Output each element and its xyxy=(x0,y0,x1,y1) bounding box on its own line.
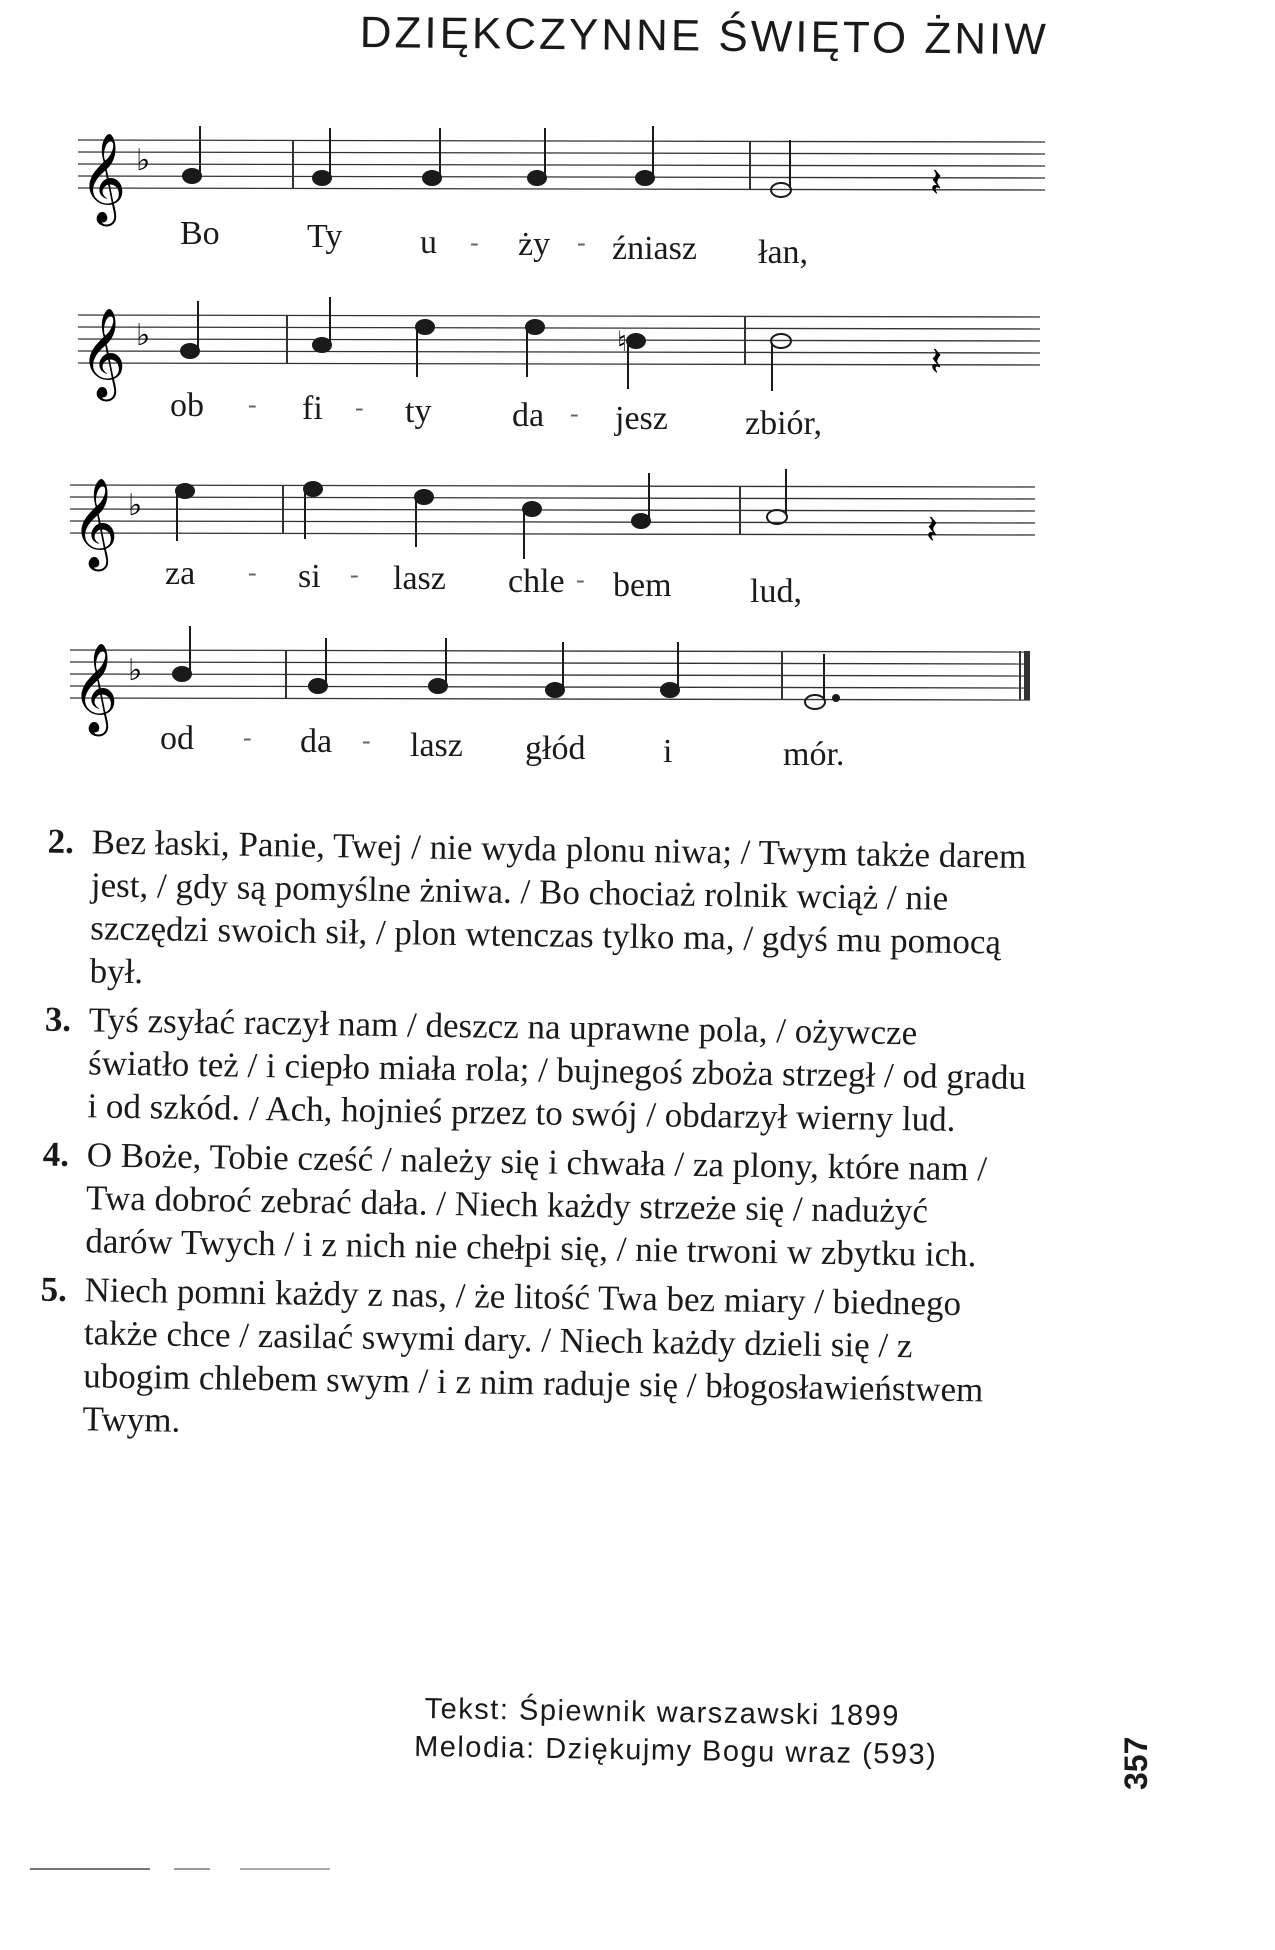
text-credit: Tekst: Śpiewnik warszawski 1899 xyxy=(424,1692,901,1733)
treble-clef-icon: 𝄞 xyxy=(72,478,119,568)
lyric-syllable: źniasz xyxy=(612,230,697,267)
verse-text: Tyś zsyłać raczył nam / deszcz na uprawne pola, / ożywcze światło też / i ciepło miała rola; / bujnegoś zboża strzegł / od gradu i od szkód. / Ach, hojnieś przez to swój / obdarzył wierny lud. xyxy=(87,1000,1027,1139)
lyric-syllable: łan, xyxy=(758,234,809,271)
note xyxy=(173,667,191,681)
staff-2 xyxy=(0,275,1275,398)
note xyxy=(183,169,201,183)
footer-rule xyxy=(30,1868,330,1870)
lyric-syllable: bem xyxy=(613,567,672,604)
note xyxy=(546,683,564,697)
note xyxy=(528,171,546,185)
lyric-syllable: od xyxy=(160,720,194,757)
lyric-syllable: chle xyxy=(508,563,565,600)
lyric-syllable: u xyxy=(420,224,437,261)
verse-5 xyxy=(40,1268,1023,1455)
lyric-syllable: lasz xyxy=(410,727,463,764)
treble-clef-icon: 𝄞 xyxy=(72,643,119,733)
lyric-syllable: zbiór, xyxy=(745,405,822,442)
verse-4 xyxy=(42,1133,1025,1277)
note xyxy=(415,490,433,504)
treble-clef-icon: 𝄞 xyxy=(80,308,127,398)
note xyxy=(423,171,441,185)
note xyxy=(429,679,447,693)
note xyxy=(313,171,331,185)
svg-text:♭: ♭ xyxy=(136,143,151,178)
page-number: 357 xyxy=(1118,1736,1154,1790)
verse-text: Niech pomni każdy z nas, / że litość Twa bez miary / biednego także chce / zasilać swymi dary. / Niech każdy dzieli się / z ubogim chlebem swym / i z nim raduje się / błogosławieństwem Twym. xyxy=(82,1270,984,1440)
verses xyxy=(40,820,1030,1461)
note xyxy=(636,171,654,185)
note xyxy=(309,679,327,693)
note xyxy=(627,334,645,348)
verse-number: 3. xyxy=(44,999,72,1040)
lyric-syllable: si xyxy=(298,558,321,595)
treble-clef-icon: 𝄞 xyxy=(80,133,127,223)
lyric-syllable: Ty xyxy=(307,218,343,255)
note xyxy=(181,344,199,358)
note xyxy=(632,514,650,528)
page-title: DZIĘKCZYNNE ŚWIĘTO ŻNIW xyxy=(359,8,1050,65)
staff-3 xyxy=(0,445,1275,568)
note xyxy=(526,320,544,334)
lyric-syllable: Bo xyxy=(180,215,220,252)
lyric-syllable: za xyxy=(165,555,196,592)
quarter-rest-icon: 𝄽 xyxy=(930,160,943,206)
lyric-syllable: ży xyxy=(518,226,551,263)
quarter-rest-icon: 𝄽 xyxy=(926,507,939,553)
svg-text:♭: ♭ xyxy=(136,318,151,353)
svg-text:♭: ♭ xyxy=(128,488,143,523)
lyric-syllable: ty xyxy=(405,393,432,430)
verse-number: 2. xyxy=(47,821,75,862)
lyric-syllable: głód xyxy=(525,730,586,767)
svg-text:♭: ♭ xyxy=(128,653,143,688)
verse-3 xyxy=(44,998,1027,1142)
credits xyxy=(413,1690,938,1774)
quarter-rest-icon: 𝄽 xyxy=(930,339,943,385)
lyric-syllable: lasz xyxy=(393,560,446,597)
lyric-syllable: jesz xyxy=(615,400,668,437)
note xyxy=(523,502,541,516)
lyric-syllable: da xyxy=(512,397,545,434)
verse-text: Bez łaski, Panie, Twej / nie wyda plonu niwa; / Twym także darem jest, / gdy są pomyślne żniwa. / Bo chociaż rolnik wciąż / nie szczędzi swoich sił, / plon wtenczas tylko ma, / gdyś mu pomocą był. xyxy=(89,822,1027,992)
verse-number: 4. xyxy=(42,1134,70,1175)
staff-1 xyxy=(0,100,1275,223)
lyric-syllable: lud, xyxy=(750,573,802,610)
verse-2 xyxy=(47,820,1030,1007)
natural-sign-icon: ♮ xyxy=(617,325,628,358)
note xyxy=(304,482,322,496)
note xyxy=(661,683,679,697)
lyric-syllable: mór. xyxy=(783,736,845,773)
lyric-syllable: i xyxy=(663,733,673,770)
verse-number: 5. xyxy=(40,1269,68,1310)
verse-text: O Boże, Tobie cześć / należy się i chwała / za plony, które nam / Twa dobroć zebrać dała. / Niech każdy strzeże się / nadużyć darów Twych / i z nich nie chełpi się, / nie trwoni w zbytku ich. xyxy=(85,1135,988,1275)
note xyxy=(313,338,331,352)
melody-credit: Melodia: Dziękujmy Bogu wraz (593) xyxy=(413,1730,938,1772)
lyric-syllable: ob xyxy=(170,387,204,424)
lyric-syllable: da xyxy=(300,723,333,760)
note xyxy=(176,484,194,498)
dotted-half-note xyxy=(805,695,825,709)
note xyxy=(416,320,434,334)
lyric-syllable: fi xyxy=(302,390,323,427)
